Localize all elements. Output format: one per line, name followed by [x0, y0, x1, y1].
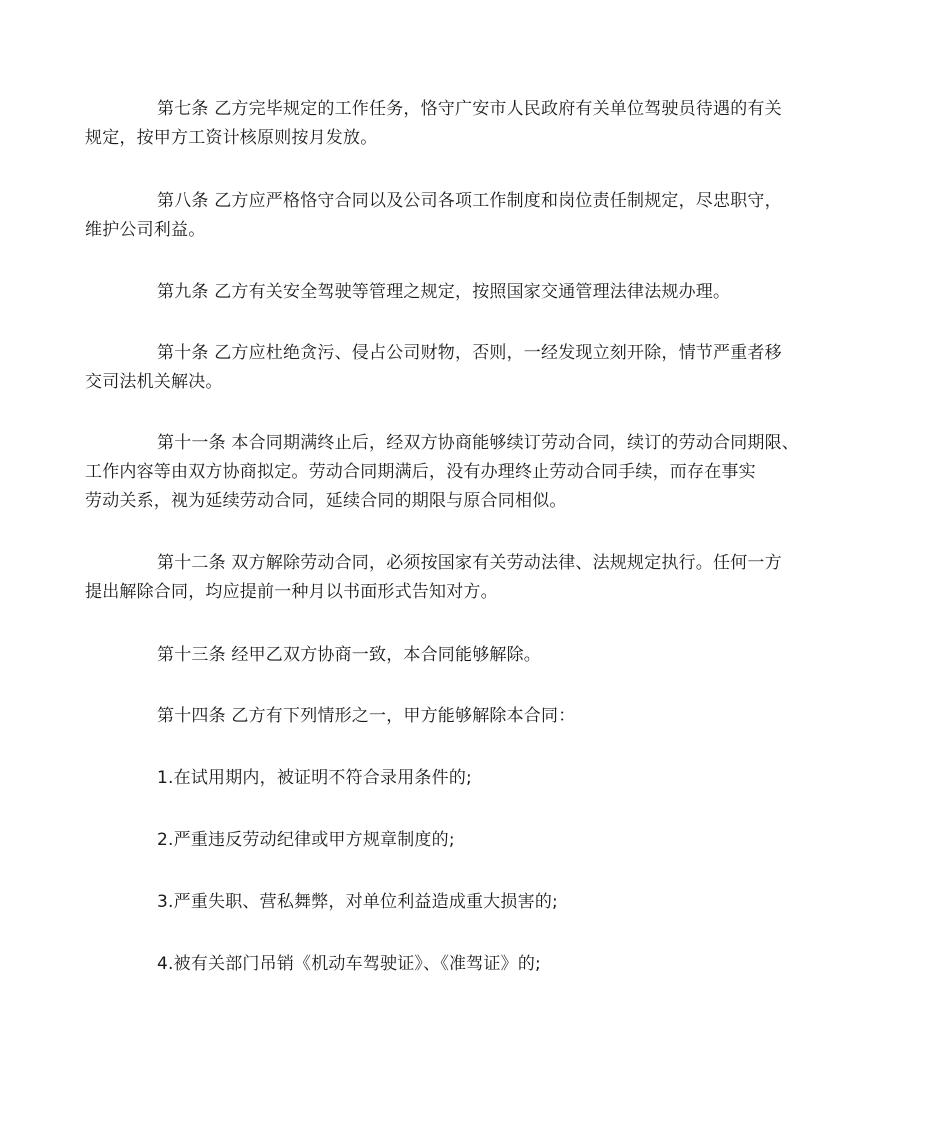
article-9-paragraph [121, 278, 841, 307]
paragraph-line: 劳动关系，视为延续劳动合同，延续合同的期限与原合同相似。 [85, 491, 567, 511]
paragraph-line: 3.严重失职、营私舞弊，对单位利益造成重大损害的; [157, 892, 558, 912]
paragraph-line: 4.被有关部门吊销《机动车驾驶证》、《准驾证》的; [157, 954, 541, 974]
list-item-1 [121, 764, 841, 793]
list-item-2 [121, 826, 841, 855]
list-item-4 [121, 950, 841, 979]
paragraph-line: 第十二条 双方解除劳动合同，必须按国家有关劳动法律、法规规定执行。任何一方 [157, 553, 782, 573]
paragraph-line: 第八条 乙方应严格恪守合同以及公司各项工作制度和岗位责任制规定，尽忠职守， [157, 191, 782, 211]
paragraph-line: 提出解除合同，均应提前一种月以书面形式告知对方。 [85, 582, 498, 602]
paragraph-line: 交司法机关解决。 [85, 372, 223, 392]
paragraph-line: 第十一条 本合同期满终止后，经双方协商能够续订劳动合同，续订的劳动合同期限、 [157, 433, 800, 453]
paragraph-line: 第十三条 经甲乙双方协商一致，本合同能够解除。 [157, 645, 542, 665]
article-11-paragraph [85, 429, 841, 516]
paragraph-line: 第十条 乙方应杜绝贪污、侵占公司财物，否则，一经发现立刻开除，情节严重者移 [157, 343, 782, 363]
article-13-paragraph [121, 641, 841, 670]
article-10-paragraph [85, 339, 841, 397]
article-7-paragraph [85, 95, 841, 153]
paragraph-line: 规定，按甲方工资计核原则按月发放。 [85, 128, 378, 148]
paragraph-line: 1.在试用期内，被证明不符合录用条件的; [157, 768, 472, 788]
paragraph-line: 工作内容等由双方协商拟定。劳动合同期满后，没有办理终止劳动合同手续，而存在事实 [85, 462, 756, 482]
article-12-paragraph [85, 549, 841, 607]
paragraph-line: 第十四条 乙方有下列情形之一，甲方能够解除本合同： [157, 706, 576, 726]
paragraph-line: 维护公司利益。 [85, 220, 206, 240]
article-8-paragraph [85, 187, 841, 245]
paragraph-line: 2.严重违反劳动纪律或甲方规章制度的; [157, 830, 455, 850]
paragraph-line: 第七条 乙方完毕规定的工作任务，恪守广安市人民政府有关单位驾驶员待遇的有关 [157, 99, 782, 119]
list-item-3 [121, 888, 841, 917]
paragraph-line: 第九条 乙方有关安全驾驶等管理之规定，按照国家交通管理法律法规办理。 [157, 282, 731, 302]
article-14-paragraph [121, 702, 841, 731]
